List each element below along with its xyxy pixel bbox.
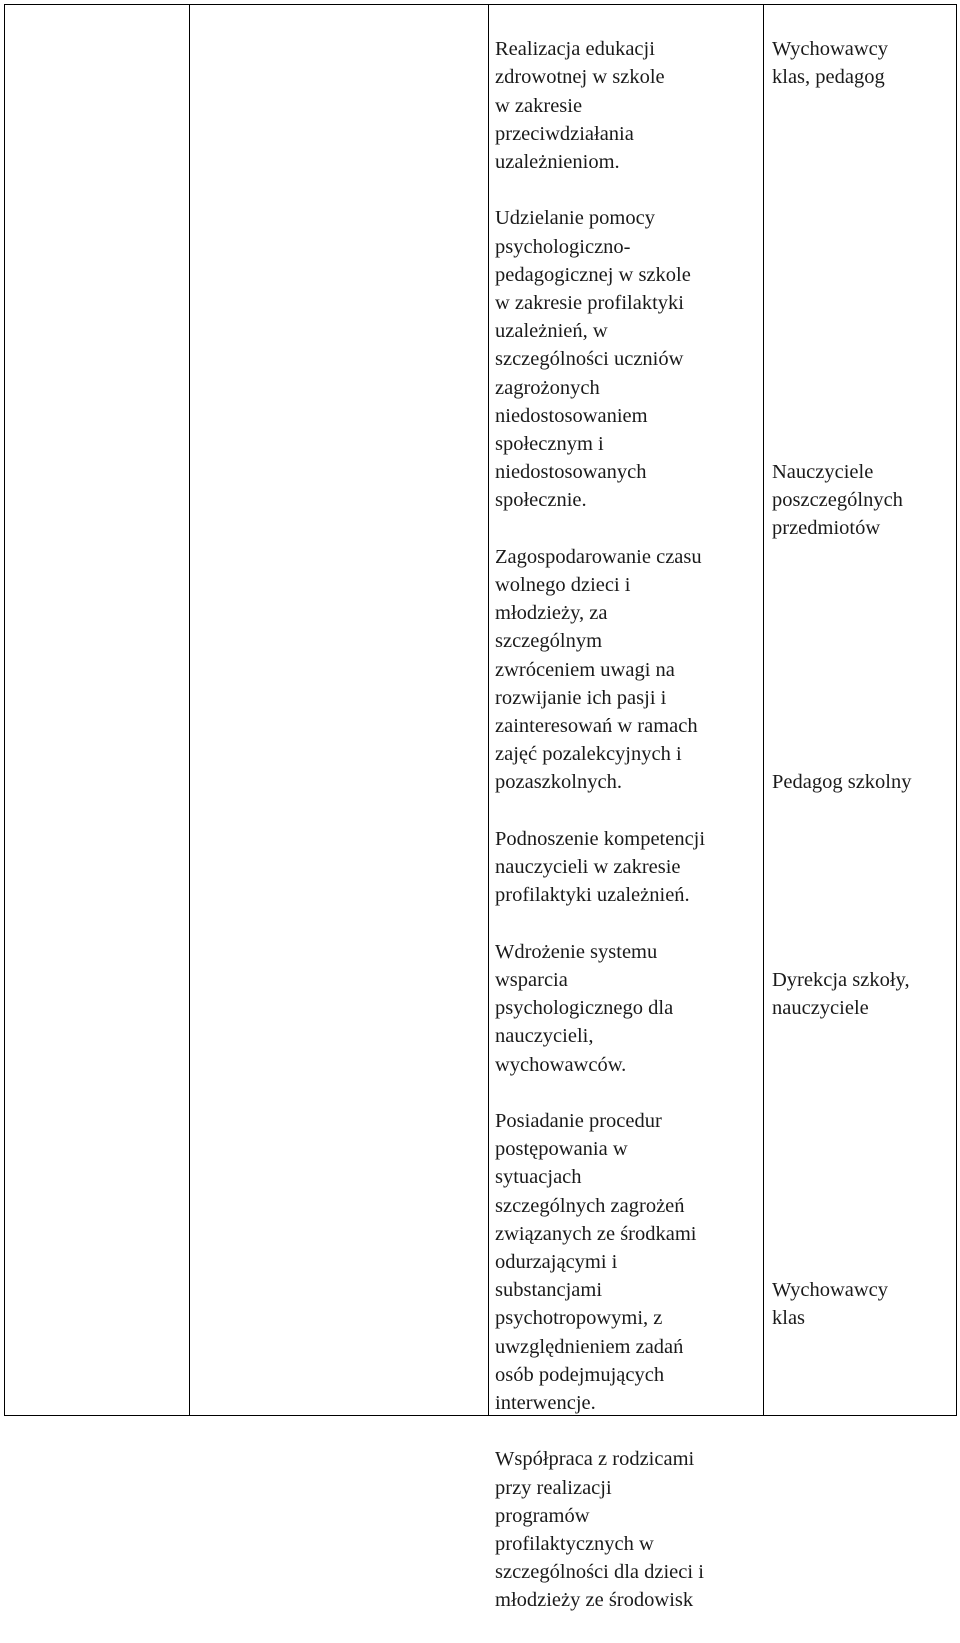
column-divider: [763, 5, 764, 1415]
responsible-entry: Nauczyciele poszczególnych przedmiotów: [772, 461, 903, 540]
responsible-entry: Pedagog szkolny: [772, 771, 912, 793]
responsible-entry: Dyrekcja szkoły, nauczyciele: [772, 969, 910, 1020]
task-item: Współpraca z rodzicami przy realizacji programów profilaktycznych w szczególności dla dzieci i młodzieży ze środowisk: [495, 1448, 704, 1612]
tasks-column: [495, 7, 757, 1643]
task-item: Udzielanie pomocy psychologiczno- pedagogicznej w szkole w zakresie profilaktyki uzależnień, w szczególności uczniów zagrożonych niedostosowaniem społecznym i niedostosowanych społecznie.: [495, 207, 691, 512]
task-item: Posiadanie procedur postępowania w sytuacjach szczególnych zagrożeń związanych ze środkami odurzającymi i substancjami psychotropowymi, z uwzględnieniem zadań osób podejmujących interwencje.: [495, 1109, 697, 1414]
column-divider: [488, 5, 489, 1415]
task-item: Podnoszenie kompetencji nauczycieli w zakresie profilaktyki uzależnień.: [495, 827, 706, 907]
task-item: Zagospodarowanie czasu wolnego dzieci i młodzieży, za szczególnym zwróceniem uwagi na rozwijanie ich pasji i zainteresowań w ramach zajęć pozalekcyjnych i pozaszkolnych.: [495, 545, 702, 794]
column-divider: [189, 5, 190, 1415]
responsible-entry: Wychowawcy klas, pedagog: [772, 38, 889, 89]
plan-table: [4, 4, 957, 1612]
responsible-entry: Wychowawcy klas: [772, 1279, 889, 1330]
task-item: Realizacja edukacji zdrowotnej w szkole w zakresie przeciwdziałania uzależnieniom.: [495, 38, 665, 174]
task-item: Wdrożenie systemu wsparcia psychologicznego dla nauczycieli, wychowawców.: [495, 940, 674, 1076]
